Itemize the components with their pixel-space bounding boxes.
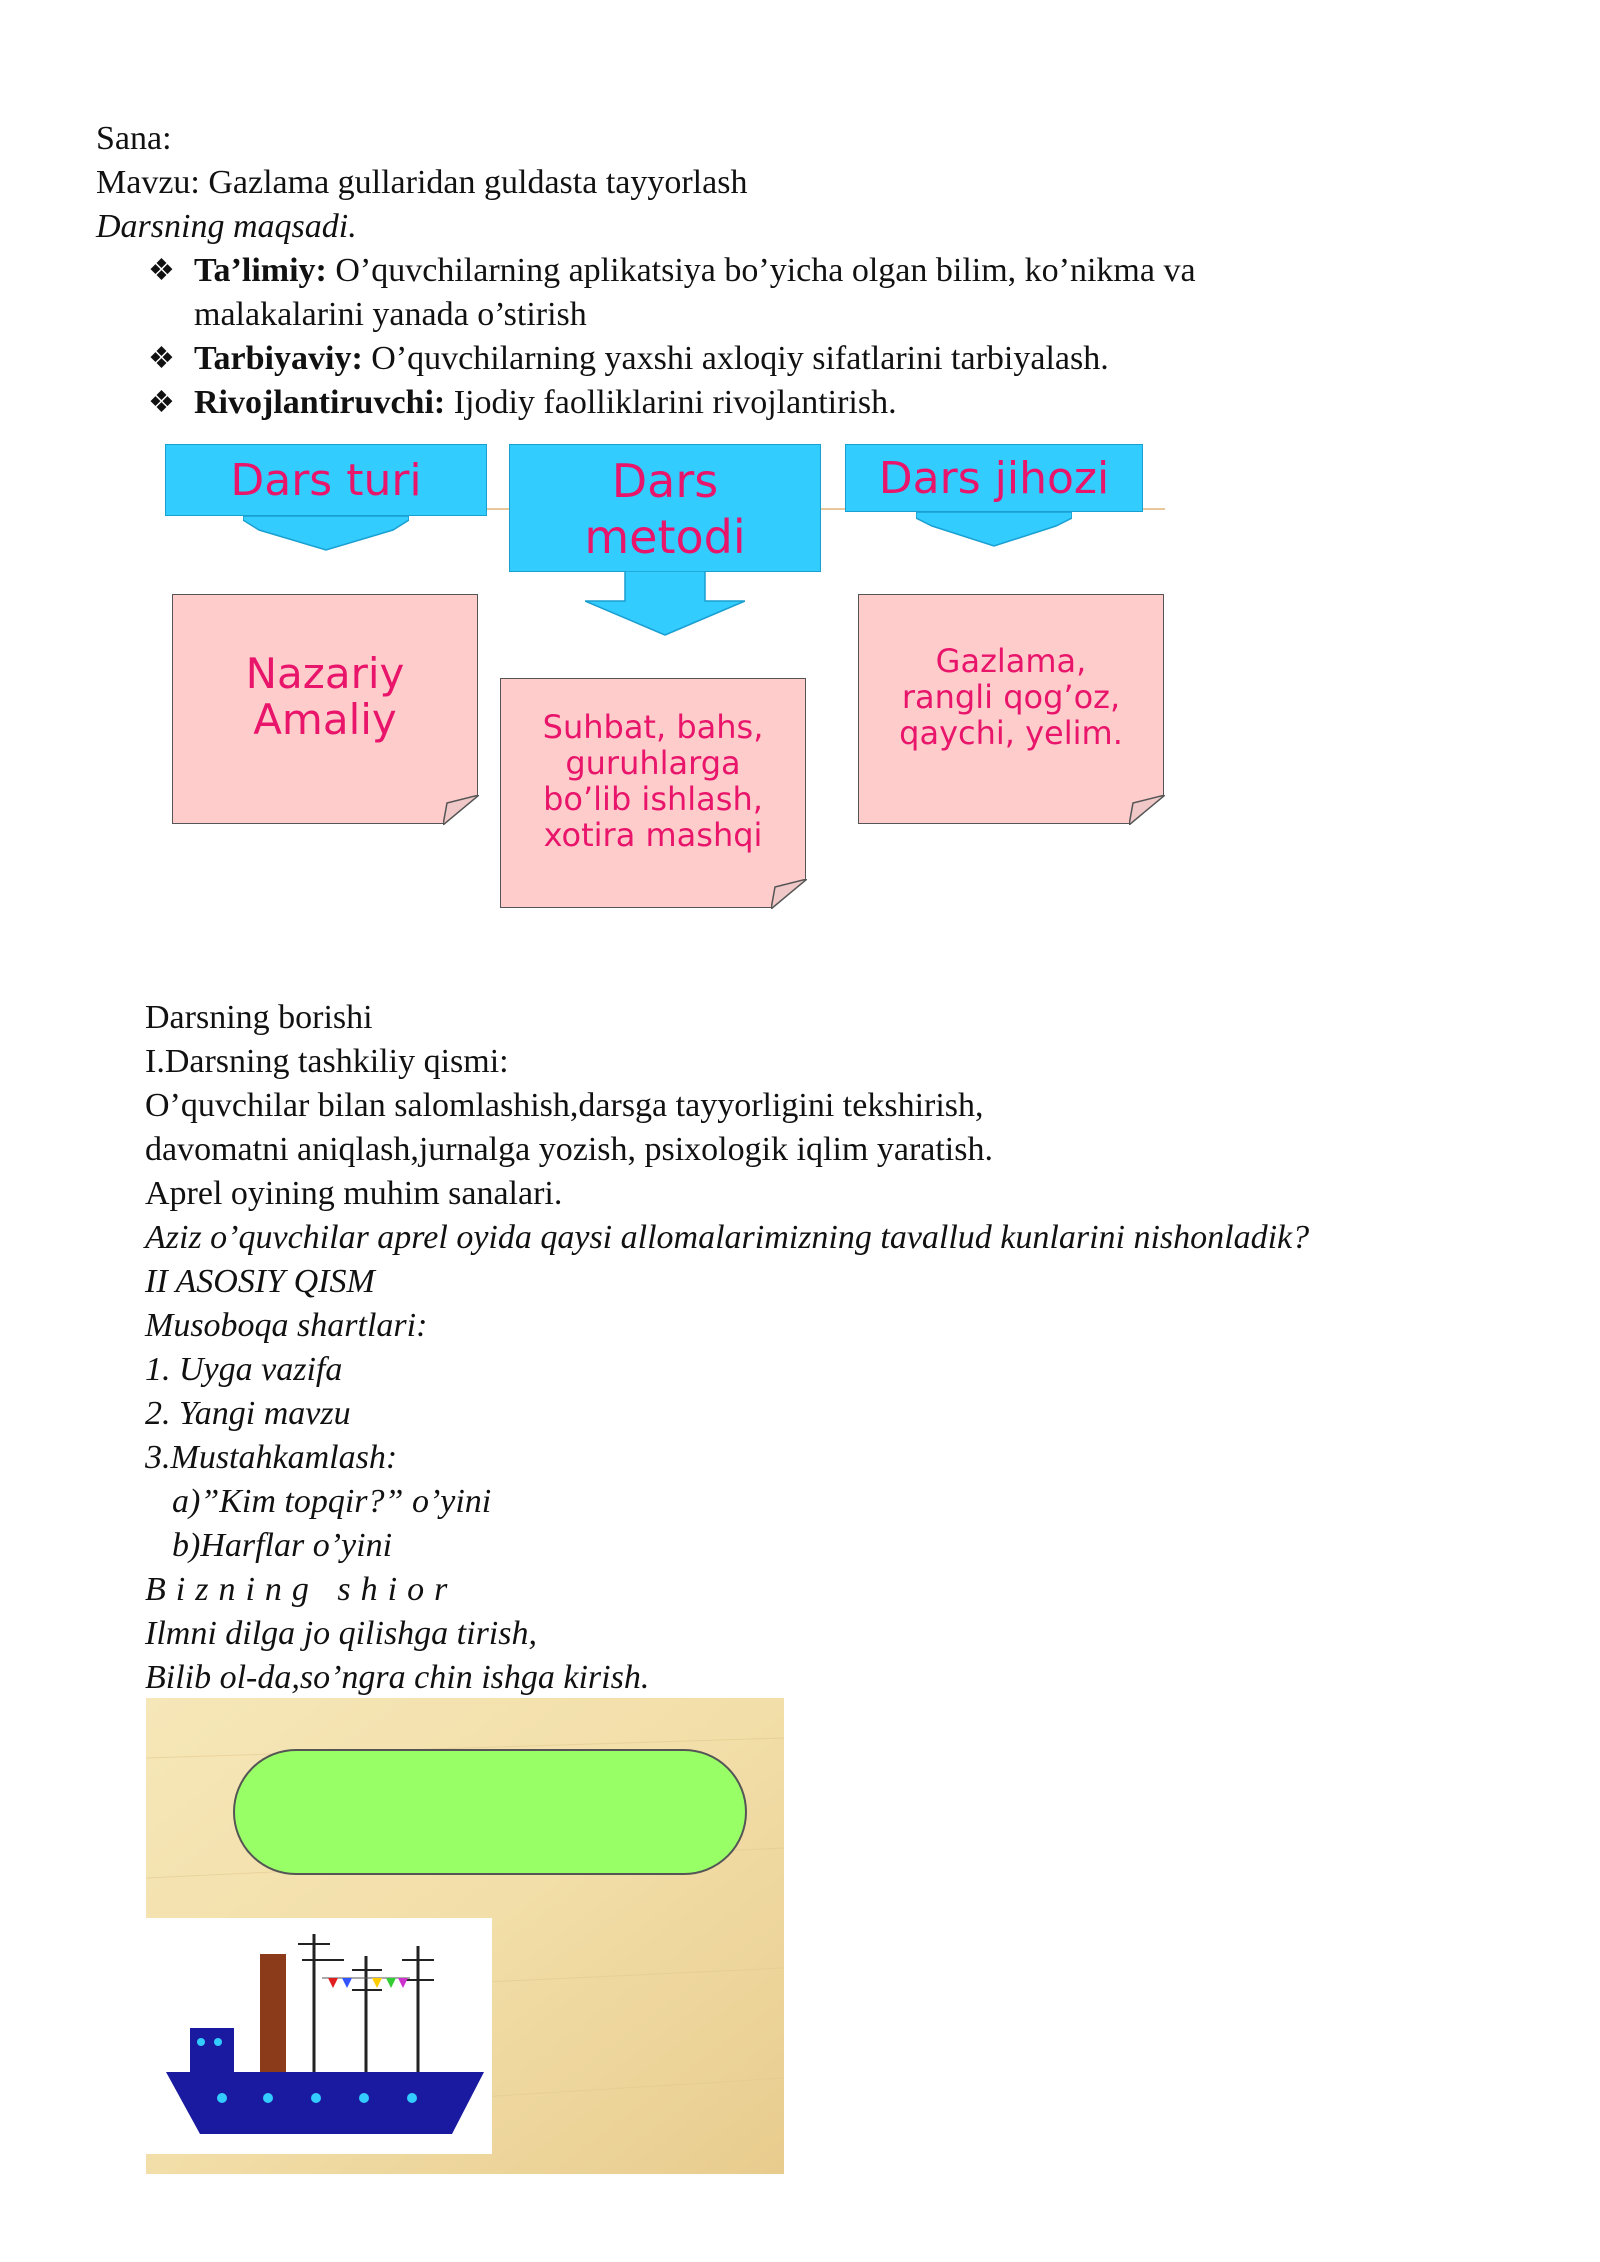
part1-title: I.Darsning tashkiliy qismi: bbox=[145, 1043, 509, 1080]
goal-text: Ijodiy faolliklarini rivojlantirish. bbox=[445, 384, 897, 421]
motto-line: Ilmni dilga jo qilishga tirish, bbox=[145, 1615, 537, 1652]
header-label-line2: metodi bbox=[584, 510, 746, 564]
part1-text: O’quvchilar bilan salomlashish,darsga tayyorligini tekshirish, bbox=[145, 1087, 984, 1124]
diagram-header-method bbox=[509, 444, 821, 572]
motto-line: Bilib ol-da,so’ngra chin ishga kirish. bbox=[145, 1659, 650, 1696]
note-line: Suhbat, bahs, bbox=[542, 708, 764, 746]
note-line: Gazlama, bbox=[935, 642, 1087, 680]
goal-text-continued: malakalarini yanada o’stirish bbox=[194, 296, 587, 333]
note-lesson-type bbox=[172, 594, 478, 824]
bullet-icon: ❖ bbox=[148, 342, 175, 375]
topic-line: Mavzu: Gazlama gullaridan guldasta tayyorlash bbox=[96, 164, 748, 201]
illustration-canvas bbox=[146, 1698, 784, 2174]
bullet-icon: ❖ bbox=[148, 386, 175, 419]
diagram-header-type bbox=[165, 444, 487, 516]
goal-title: Rivojlantiruvchi: bbox=[194, 384, 446, 421]
goal-title: Ta’limiy: bbox=[194, 252, 327, 289]
note-lesson-equipment bbox=[858, 594, 1164, 824]
contest-item: 3.Mustahkamlash: bbox=[145, 1439, 398, 1476]
note-line: xotira mashqi bbox=[543, 816, 763, 854]
contest-item: 2. Yangi mavzu bbox=[145, 1395, 351, 1432]
page-fold-icon bbox=[443, 795, 479, 825]
goal-text: O’quvchilarning aplikatsiya bo’yicha olgan bilim, ko’nikma va bbox=[326, 252, 1196, 289]
header-label-line1: Dars bbox=[611, 454, 719, 508]
date-label: Sana: bbox=[96, 120, 172, 157]
question-text: Aziz o’quvchilar aprel oyida qaysi allomalarimizning tavallud kunlarini nishonladik? bbox=[145, 1219, 1310, 1256]
note-line: rangli qog’oz, bbox=[901, 678, 1121, 716]
page-fold-icon bbox=[771, 879, 807, 909]
arrow-down-icon bbox=[916, 512, 1072, 548]
aim-heading: Darsning maqsadi. bbox=[96, 208, 357, 245]
arrow-down-icon bbox=[243, 516, 409, 552]
part1-text: davomatni aniqlash,jurnalga yozish, psixologik iqlim yaratish. bbox=[145, 1131, 993, 1168]
pill-shape bbox=[234, 1750, 746, 1874]
header-label: Dars turi bbox=[230, 455, 422, 506]
note-line: Amaliy bbox=[253, 695, 397, 744]
page-fold-icon bbox=[1129, 795, 1165, 825]
contest-title: Musoboqa shartlari: bbox=[145, 1307, 428, 1344]
note-line: guruhlarga bbox=[565, 744, 741, 782]
goal-text: O’quvchilarning yaxshi axloqiy sifatlarini tarbiyalash. bbox=[362, 340, 1109, 377]
bullet-icon: ❖ bbox=[148, 254, 175, 287]
contest-subitem: b)Harflar o’yini bbox=[172, 1527, 393, 1564]
diagram-header-equipment bbox=[845, 444, 1143, 512]
motto-title: Bizning shior bbox=[145, 1571, 458, 1608]
note-lesson-method bbox=[500, 678, 806, 908]
arrow-down-icon bbox=[585, 571, 745, 637]
part2-title: II ASOSIY QISM bbox=[145, 1263, 375, 1300]
lesson-title: Darsning borishi bbox=[145, 999, 373, 1036]
goal-title: Tarbiyaviy: bbox=[194, 340, 363, 377]
illustration bbox=[146, 1698, 784, 2174]
contest-subitem: a)”Kim topqir?” o’yini bbox=[172, 1483, 492, 1520]
note-line: bo’lib ishlash, bbox=[543, 780, 763, 818]
note-line: Nazariy bbox=[245, 649, 405, 698]
contest-item: 1. Uyga vazifa bbox=[145, 1351, 343, 1388]
header-label: Dars jihozi bbox=[878, 453, 1110, 504]
note-line: qaychi, yelim. bbox=[899, 714, 1123, 752]
april-title: Aprel oyining muhim sanalari. bbox=[145, 1175, 563, 1212]
